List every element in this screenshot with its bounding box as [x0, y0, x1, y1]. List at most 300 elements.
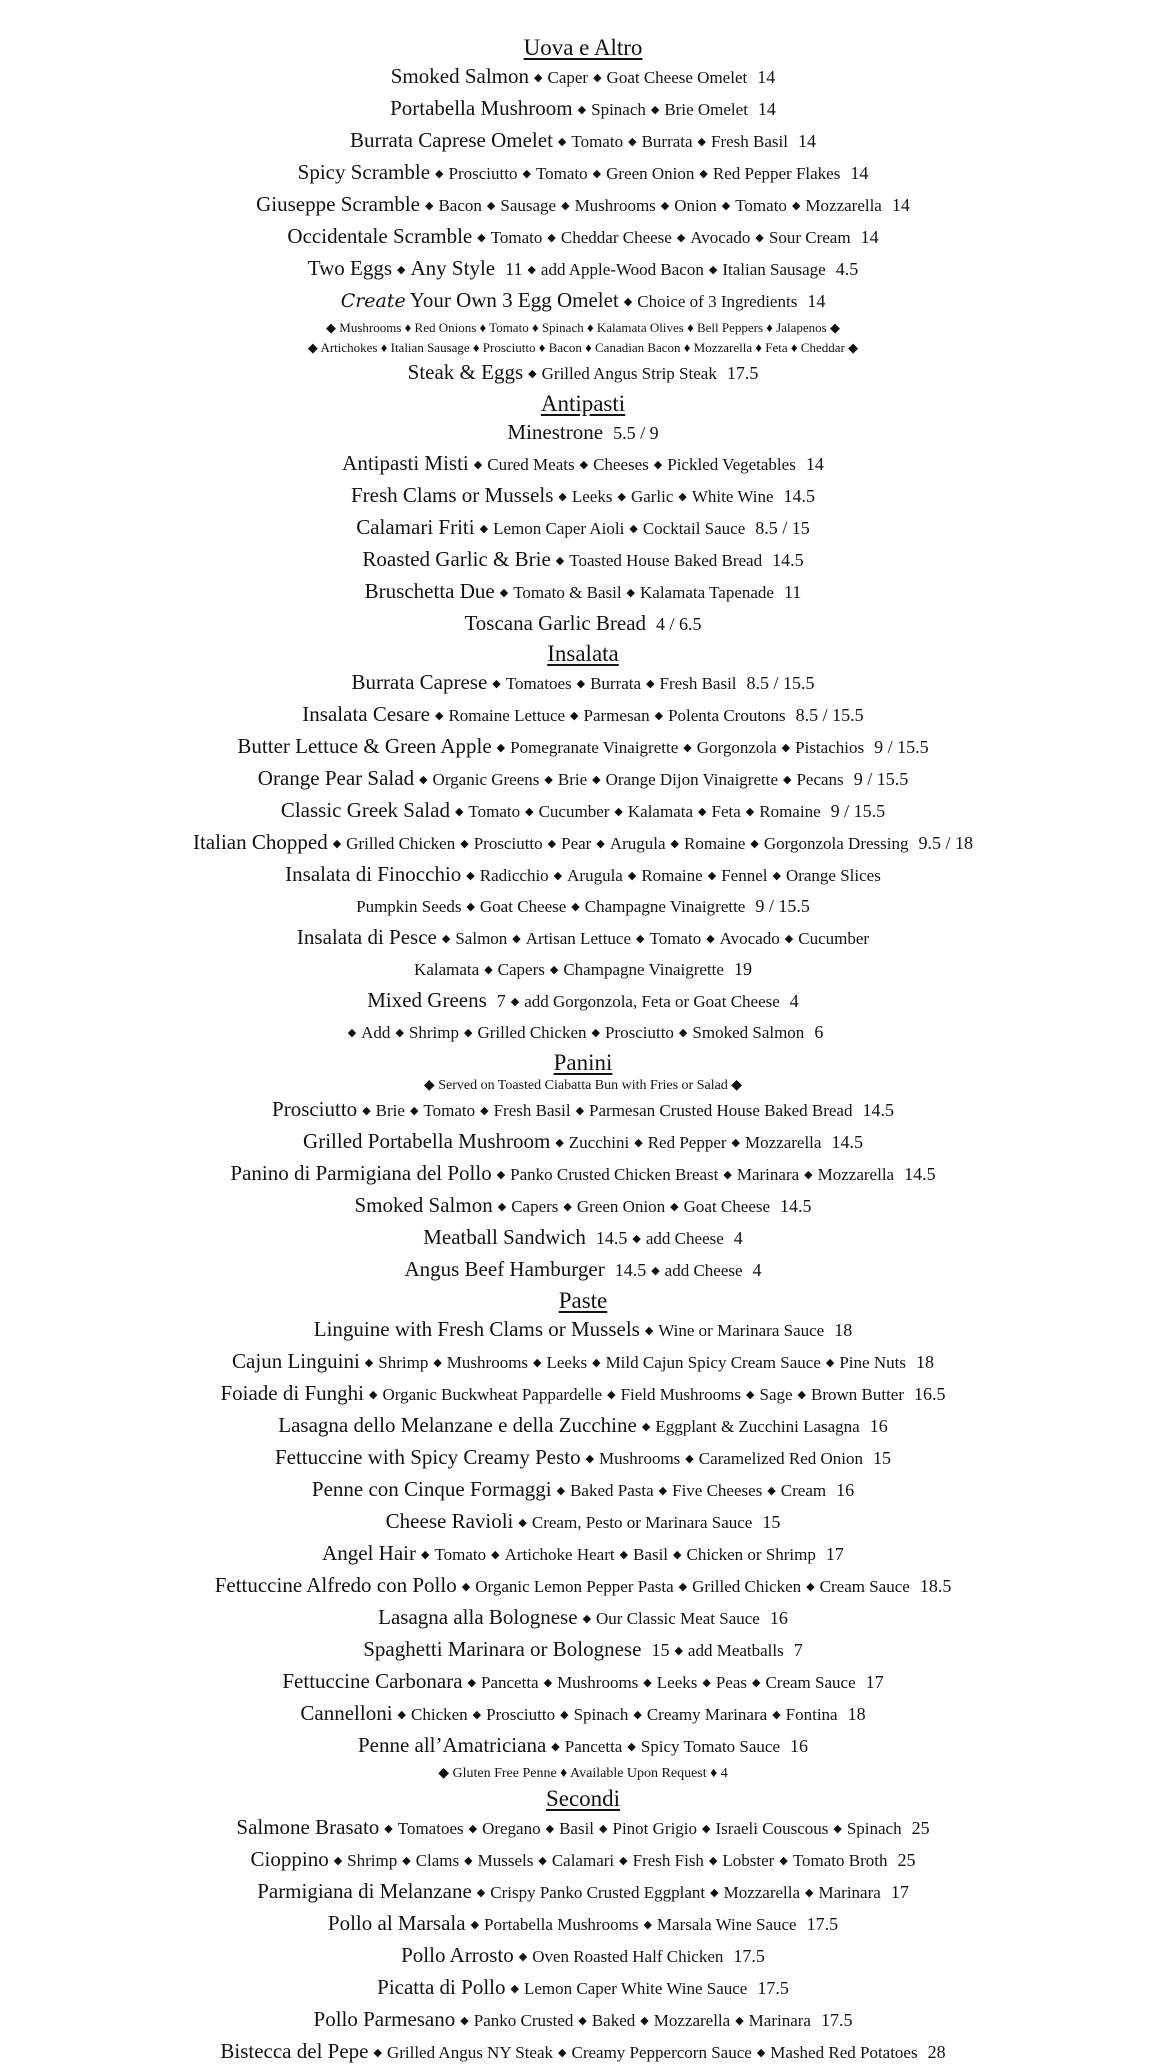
item-detail: Tomato — [535, 164, 588, 183]
separator-icon: ◆ — [674, 1645, 683, 1657]
item-detail: add Apple-Wood Bacon — [540, 260, 704, 279]
item-detail: Lemon Caper Aioli — [493, 519, 625, 538]
separator-icon: ◆ — [549, 964, 559, 976]
item-detail: Sage — [759, 1385, 793, 1404]
item-price: 15 — [651, 1640, 670, 1660]
item-detail: Basil — [633, 1545, 669, 1564]
separator-icon: ◆ — [670, 838, 679, 850]
item-name: Your Own 3 Egg Omelet — [409, 288, 619, 312]
item-price: 18.5 — [919, 1576, 952, 1596]
separator-icon: ◆ — [464, 1855, 473, 1867]
item-detail: Burrata — [641, 132, 693, 151]
item-detail: Capers — [511, 1197, 559, 1216]
menu-item — [0, 764, 1166, 796]
item-detail: Fresh Basil — [493, 1101, 571, 1120]
separator-icon: ◆ — [384, 1823, 393, 1835]
menu-item — [0, 1731, 1166, 1763]
separator-icon: ◆ — [544, 774, 553, 786]
separator-icon: ◆ — [558, 2047, 567, 2059]
separator-icon: ◆ — [683, 742, 692, 754]
item-detail: Prosciutto — [486, 1705, 556, 1724]
separator-icon: ◆ — [723, 1169, 732, 1181]
item-detail: Peas — [715, 1673, 747, 1692]
item-detail: Lemon Caper White Wine Sauce — [523, 1979, 748, 1998]
item-detail: Pecans — [796, 770, 844, 789]
item-price: 25 — [897, 1850, 916, 1870]
item-name: Picatta di Pollo — [377, 1975, 506, 1999]
menu-item — [0, 1347, 1166, 1379]
separator-icon: ◆ — [333, 1855, 343, 1867]
item-name: Insalata di Finocchio — [285, 862, 462, 886]
item-detail: Tomato — [735, 196, 787, 215]
item-name: Cannelloni — [300, 1701, 393, 1725]
menu-item — [0, 1443, 1166, 1475]
item-detail: Gorgonzola Dressing — [763, 834, 909, 853]
item-price: 15 — [873, 1448, 892, 1468]
menu-item — [0, 986, 1166, 1018]
separator-icon: ◆ — [772, 1709, 781, 1721]
separator-icon: ◆ — [585, 1453, 595, 1465]
item-detail: Baked — [591, 2011, 636, 2030]
item-detail: Shrimp — [408, 1023, 459, 1042]
item-detail: Field Mushrooms — [620, 1385, 742, 1404]
item-detail: Avocado — [690, 228, 751, 247]
item-name: Grilled Portabella Mushroom — [303, 1129, 551, 1153]
separator-icon: ◆ — [555, 1137, 564, 1149]
item-detail: Pomegranate Vinaigrette — [510, 738, 679, 757]
item-detail: Chicken — [411, 1705, 468, 1724]
separator-icon: ◆ — [571, 901, 580, 913]
item-detail: Fontina — [785, 1705, 838, 1724]
item-price: 9 / 15.5 — [755, 896, 810, 916]
item-name: Meatball Sandwich — [423, 1225, 586, 1249]
separator-icon: ◆ — [806, 1581, 815, 1593]
item-name: Angel Hair — [322, 1541, 416, 1565]
item-detail: Romaine — [684, 834, 746, 853]
item-price: 18 — [847, 1704, 866, 1724]
separator-icon: ◆ — [397, 264, 406, 276]
item-price: 14 — [850, 163, 869, 183]
menu-item — [0, 94, 1166, 126]
item-price: 17.5 — [757, 1978, 789, 1998]
item-name: Prosciutto — [272, 1097, 358, 1121]
separator-icon: ◆ — [484, 964, 493, 976]
item-detail: Organic Greens — [432, 770, 540, 789]
separator-icon: ◆ — [640, 2015, 649, 2027]
separator-icon: ◆ — [685, 1453, 694, 1465]
item-name: Portabella Mushroom — [390, 96, 573, 120]
item-detail: Baked Pasta — [570, 1481, 654, 1500]
separator-icon: ◆ — [435, 168, 444, 180]
item-price: 16 — [769, 1608, 788, 1628]
item-detail: add Meatballs — [687, 1641, 784, 1660]
item-price: 9 / 15.5 — [853, 769, 909, 789]
item-name: Occidentale Scramble — [287, 224, 473, 248]
item-detail: Creamy Marinara — [646, 1705, 768, 1724]
note-text: Gluten Free Penne ♦ Available Upon Request ♦ 4 — [452, 1766, 728, 1781]
item-name: Spaghetti Marinara or Bolognese — [363, 1637, 642, 1661]
item-detail: Pumpkin Seeds — [356, 897, 462, 916]
separator-icon: ◆ — [697, 136, 707, 148]
menu-item — [0, 545, 1166, 577]
item-detail: Champagne Vinaigrette — [563, 960, 724, 979]
separator-icon: ◆ — [466, 901, 475, 913]
item-detail: Tomato — [468, 802, 521, 821]
item-detail: Panko Crusted — [473, 2011, 574, 2030]
section-title-insalata: Insalata — [547, 641, 619, 666]
separator-icon: ◆ — [702, 1677, 711, 1689]
item-price: 16 — [869, 1416, 888, 1436]
item-name: Salmone Brasato — [236, 1815, 380, 1839]
menu-item — [0, 1315, 1166, 1347]
separator-icon: ◆ — [756, 2047, 766, 2059]
item-detail: Tomato — [571, 132, 624, 151]
item-detail: Kalamata — [414, 960, 480, 979]
separator-icon: ◆ — [708, 264, 718, 276]
item-detail: Fresh Basil — [659, 674, 737, 693]
item-price: 8.5 / 15.5 — [795, 705, 864, 725]
separator-icon: ◆ — [470, 1919, 480, 1931]
item-detail: Avocado — [719, 929, 780, 948]
separator-icon: ◆ — [614, 806, 623, 818]
item-detail: Red Pepper Flakes — [712, 164, 841, 183]
separator-icon: ◆ — [454, 806, 464, 818]
item-name: Italian Chopped — [192, 830, 328, 854]
item-price: 17 — [825, 1544, 844, 1564]
menu-item — [0, 1635, 1166, 1667]
item-price: 9 / 15.5 — [830, 801, 886, 821]
separator-icon: ◆ — [553, 870, 563, 882]
item-price: 14.5 — [780, 1196, 812, 1216]
separator-icon: ◆ — [593, 72, 602, 84]
item-detail: Orange Dijon Vinaigrette — [605, 770, 778, 789]
menu-item — [0, 158, 1166, 190]
item-detail: Pinot Grigio — [612, 1819, 698, 1838]
ingredients-line: Mushrooms ♦ Red Onions ♦ Tomato ♦ Spinach ♦ Kalamata Olives ♦ Bell Peppers ♦ Jalapenos — [339, 320, 827, 335]
item-detail: Onion — [674, 196, 717, 215]
separator-icon: ◆ — [476, 1887, 486, 1899]
separator-icon: ◆ — [397, 1709, 407, 1721]
menu-item — [0, 254, 1166, 286]
separator-icon: ◆ — [364, 1357, 374, 1369]
menu-item — [0, 700, 1166, 732]
separator-icon: ◆ — [833, 1823, 842, 1835]
item-price: 19 — [733, 959, 752, 979]
item-name: Cheese Ravioli — [385, 1509, 514, 1533]
item-detail: Green Onion — [576, 1197, 666, 1216]
item-price: 14 — [757, 67, 776, 87]
item-price: 7 — [496, 991, 506, 1011]
item-price: 14 — [798, 131, 816, 151]
separator-icon: ◆ — [708, 1855, 718, 1867]
item-name: Bistecca del Pepe — [220, 2039, 369, 2063]
item-detail: Cream — [780, 1481, 827, 1500]
item-detail: Cucumber — [798, 929, 870, 948]
separator-icon: ◆ — [772, 870, 781, 882]
item-detail: Oven Roasted Half Chicken — [532, 1947, 724, 1966]
menu-item — [0, 1667, 1166, 1699]
item-price: 8.5 / 15 — [755, 518, 810, 538]
item-name: Cajun Linguini — [232, 1349, 360, 1373]
separator-icon: ◆ — [643, 1677, 652, 1689]
item-detail: Toasted House Baked Bread — [569, 551, 763, 570]
separator-icon: ◆ — [420, 1549, 430, 1561]
item-name: Insalata Cesare — [302, 702, 430, 726]
item-price: 14 — [860, 227, 879, 247]
item-detail: Oregano — [482, 1819, 541, 1838]
menu-item — [0, 1603, 1166, 1635]
separator-icon: ◆ — [592, 168, 602, 180]
item-detail: Choice of 3 Ingredients — [637, 292, 798, 311]
separator-icon: ◆ — [527, 264, 536, 276]
separator-icon: ◆ — [706, 933, 715, 945]
item-price: 17 — [890, 1882, 909, 1902]
item-detail: Prosciutto — [473, 834, 543, 853]
item-detail: Tomato Broth — [792, 1851, 888, 1870]
menu-item — [0, 1223, 1166, 1255]
item-detail: Tomato — [423, 1101, 476, 1120]
item-detail: Shrimp — [378, 1353, 429, 1372]
separator-icon: ◆ — [660, 200, 670, 212]
separator-icon: ◆ — [650, 104, 660, 116]
separator-icon: ◆ — [626, 587, 636, 599]
menu-item-continued — [0, 955, 1166, 986]
separator-icon: ◆ — [623, 296, 633, 308]
item-detail: Goat Cheese — [479, 897, 567, 916]
separator-icon: ◆ — [466, 870, 475, 882]
separator-icon: ◆ — [781, 742, 791, 754]
item-detail: Leeks — [656, 1673, 698, 1692]
separator-icon: ◆ — [607, 1389, 616, 1401]
item-detail: Pancetta — [481, 1673, 539, 1692]
separator-icon: ◆ — [557, 136, 567, 148]
separator-icon: ◆ — [433, 1357, 442, 1369]
separator-icon: ◆ — [702, 1823, 711, 1835]
separator-icon: ◆ — [752, 1677, 761, 1689]
menu-item — [0, 481, 1166, 513]
section-title-antipasti: Antipasti — [540, 391, 626, 416]
separator-icon: ◆ — [627, 1741, 636, 1753]
item-detail: Mozzarella — [745, 1133, 822, 1152]
menu-item — [0, 2037, 1166, 2069]
menu-item — [0, 577, 1166, 609]
item-detail: Romaine — [641, 866, 703, 885]
item-detail: Mashed Red Potatoes — [770, 2043, 918, 2062]
separator-icon: ◆ — [419, 774, 428, 786]
item-name: Fettuccine Alfredo con Pollo — [214, 1573, 457, 1597]
item-detail: Shrimp — [347, 1851, 398, 1870]
item-price: 18 — [834, 1320, 853, 1340]
separator-icon: ◆ — [497, 1201, 507, 1213]
item-detail: Organic Buckwheat Pappardelle — [382, 1385, 603, 1404]
item-detail: Mushrooms — [599, 1449, 681, 1468]
item-price: 6 — [814, 1022, 824, 1042]
separator-icon: ◆ — [673, 1549, 682, 1561]
separator-icon: ◆ — [592, 774, 601, 786]
separator-icon: ◆ — [496, 742, 506, 754]
separator-icon: ◆ — [643, 1919, 652, 1931]
item-detail: Cheeses — [593, 455, 649, 474]
item-detail: Arugula — [567, 866, 623, 885]
item-detail: Prosciutto — [448, 164, 518, 183]
item-detail: Pine Nuts — [839, 1353, 906, 1372]
item-detail: Cured Meats — [487, 455, 575, 474]
item-name: Bruschetta Due — [364, 579, 495, 603]
item-name: Linguine with Fresh Clams or Mussels — [313, 1317, 640, 1341]
item-detail: Mushrooms — [574, 196, 656, 215]
section-title-paste: Paste — [558, 1288, 608, 1313]
menu-item-continued — [0, 892, 1166, 923]
menu-item — [0, 1845, 1166, 1877]
separator-icon: ◆ — [628, 136, 637, 148]
item-name: Panino di Parmigiana del Pollo — [230, 1161, 492, 1185]
menu-item — [0, 1909, 1166, 1941]
item-detail: Cream Sauce — [819, 1577, 910, 1596]
item-detail: Israeli Couscous — [715, 1819, 829, 1838]
separator-icon: ◆ — [556, 1485, 566, 1497]
item-price: 17.5 — [726, 363, 759, 383]
item-detail: Calamari — [551, 1851, 615, 1870]
item-price: 17.5 — [806, 1914, 839, 1934]
item-detail: Leeks — [571, 487, 613, 506]
separator-icon: ◆ — [543, 1677, 553, 1689]
item-detail: add Cheese — [664, 1261, 743, 1280]
menu-item — [0, 1539, 1166, 1571]
separator-icon: ◆ — [576, 678, 586, 690]
item-name: Classic Greek Salad — [280, 798, 450, 822]
separator-icon: ◆ — [491, 1549, 500, 1561]
item-name: Pollo Arrosto — [401, 1943, 514, 1967]
separator-icon: ◆ — [425, 200, 434, 212]
item-detail: Capers — [497, 960, 545, 979]
item-price: 14.5 — [772, 550, 804, 570]
item-price: 11 — [783, 582, 802, 602]
item-detail: Caper — [547, 68, 589, 87]
item-detail: Fresh Basil — [711, 132, 788, 151]
separator-icon: ◆ — [629, 523, 638, 535]
item-name: Smoked Salmon — [354, 1193, 493, 1217]
menu-item — [0, 860, 1166, 892]
item-name: Penne all’Amatriciana — [357, 1733, 547, 1757]
menu-item — [0, 1973, 1166, 2005]
item-detail: Spinach — [573, 1705, 629, 1724]
separator-icon: ◆ — [460, 838, 469, 850]
item-price: 17.5 — [733, 1946, 765, 1966]
menu-item — [0, 1255, 1166, 1287]
menu-item — [0, 418, 1166, 449]
separator-icon: ◆ — [670, 1201, 679, 1213]
item-detail: Tomato & Basil — [513, 583, 622, 602]
item-price: 14.5 — [904, 1164, 936, 1184]
separator-icon: ◆ — [468, 1823, 478, 1835]
item-detail: Artichoke Heart — [504, 1545, 615, 1564]
item-price: 28 — [927, 2042, 946, 2062]
separator-icon: ◆ — [434, 710, 444, 722]
ingredients-list: ◆ Artichokes ♦ Italian Sausage ♦ Prosciutto ♦ Bacon ♦ Canadian Bacon ♦ Mozzarella ♦ Feta ♦ Cheddar ◆ — [307, 340, 859, 355]
item-detail: Eggplant & Zucchini Lasagna — [655, 1417, 860, 1436]
item-price: 14.5 — [831, 1132, 863, 1152]
item-price: 9 / 15.5 — [874, 737, 929, 757]
item-name: Spicy Scramble — [297, 160, 431, 184]
item-price: 4 — [752, 1260, 762, 1280]
separator-icon: ◆ — [558, 491, 567, 503]
item-detail: Radicchio — [479, 866, 549, 885]
item-price: 8.5 / 15.5 — [746, 673, 815, 693]
item-detail: Clams — [415, 1851, 460, 1870]
separator-icon: ◆ — [582, 1613, 592, 1625]
separator-icon: ◆ — [578, 2015, 587, 2027]
item-price: 16 — [836, 1480, 855, 1500]
item-detail: Garlic — [630, 487, 674, 506]
item-detail: Organic Lemon Pepper Pasta — [475, 1577, 674, 1596]
item-price: 14.5 — [862, 1100, 894, 1120]
section-title-secondi: Secondi — [545, 1786, 621, 1811]
menu-item — [0, 286, 1166, 318]
section-title-uova: Uova e Altro — [523, 35, 643, 60]
menu-item — [0, 923, 1166, 955]
separator-icon: ◆ — [617, 491, 626, 503]
item-detail: Spinach — [846, 1819, 902, 1838]
separator-icon: ◆ — [579, 459, 589, 471]
item-detail: Mozzarella — [723, 1883, 801, 1902]
item-price: 11 — [505, 259, 523, 279]
menu-item — [0, 1571, 1166, 1603]
item-detail: Basil — [559, 1819, 595, 1838]
menu-item — [0, 2005, 1166, 2037]
separator-icon: ◆ — [627, 870, 637, 882]
separator-icon: ◆ — [825, 1357, 835, 1369]
separator-icon: ◆ — [699, 168, 708, 180]
item-price: 7 — [793, 1640, 803, 1660]
separator-icon: ◆ — [710, 1887, 719, 1899]
item-detail: Mozzarella — [805, 196, 882, 215]
item-name: Insalata di Pesce — [296, 925, 437, 949]
separator-icon: ◆ — [619, 1855, 628, 1867]
item-price: 4.5 — [835, 259, 859, 279]
separator-icon: ◆ — [563, 1201, 572, 1213]
item-name: Any Style — [410, 256, 496, 280]
item-detail: Mozzarella — [817, 1165, 895, 1184]
section-note: ◆ Served on Toasted Ciabatta Bun with Fries or Salad ◆ — [423, 1078, 743, 1093]
item-detail: Crispy Panko Crusted Eggplant — [490, 1883, 706, 1902]
item-detail: Chicken or Shrimp — [686, 1545, 816, 1564]
item-detail: Pistachios — [795, 738, 865, 757]
item-detail: Fresh Fish — [632, 1851, 704, 1870]
menu-item — [0, 222, 1166, 254]
separator-icon: ◆ — [512, 933, 521, 945]
item-detail: Spicy Tomato Sauce — [640, 1737, 781, 1756]
item-name: Fettuccine with Spicy Creamy Pesto — [274, 1445, 581, 1469]
item-price: 25 — [911, 1818, 930, 1838]
item-detail: Marinara — [736, 1165, 800, 1184]
item-detail: Feta — [711, 802, 741, 821]
separator-icon: ◆ — [779, 1855, 788, 1867]
item-price: 14.5 — [614, 1260, 647, 1280]
separator-icon: ◆ — [395, 1027, 404, 1039]
menu-item — [0, 1941, 1166, 1973]
item-name: Antipasti Misti — [342, 451, 469, 475]
item-detail: Cream, Pesto or Marinara Sauce — [531, 1513, 753, 1532]
item-name: Pollo al Marsala — [327, 1911, 466, 1935]
item-detail: Wine or Marinara Sauce — [658, 1321, 825, 1340]
item-detail: Artisan Lettuce — [525, 929, 632, 948]
item-detail: Mild Cajun Spicy Cream Sauce — [605, 1353, 821, 1372]
separator-icon: ◆ — [347, 1027, 357, 1039]
item-detail: Green Onion — [606, 164, 695, 183]
separator-icon: ◆ — [596, 838, 605, 850]
item-detail: Grilled Chicken — [346, 834, 456, 853]
separator-icon: ◆ — [784, 933, 794, 945]
